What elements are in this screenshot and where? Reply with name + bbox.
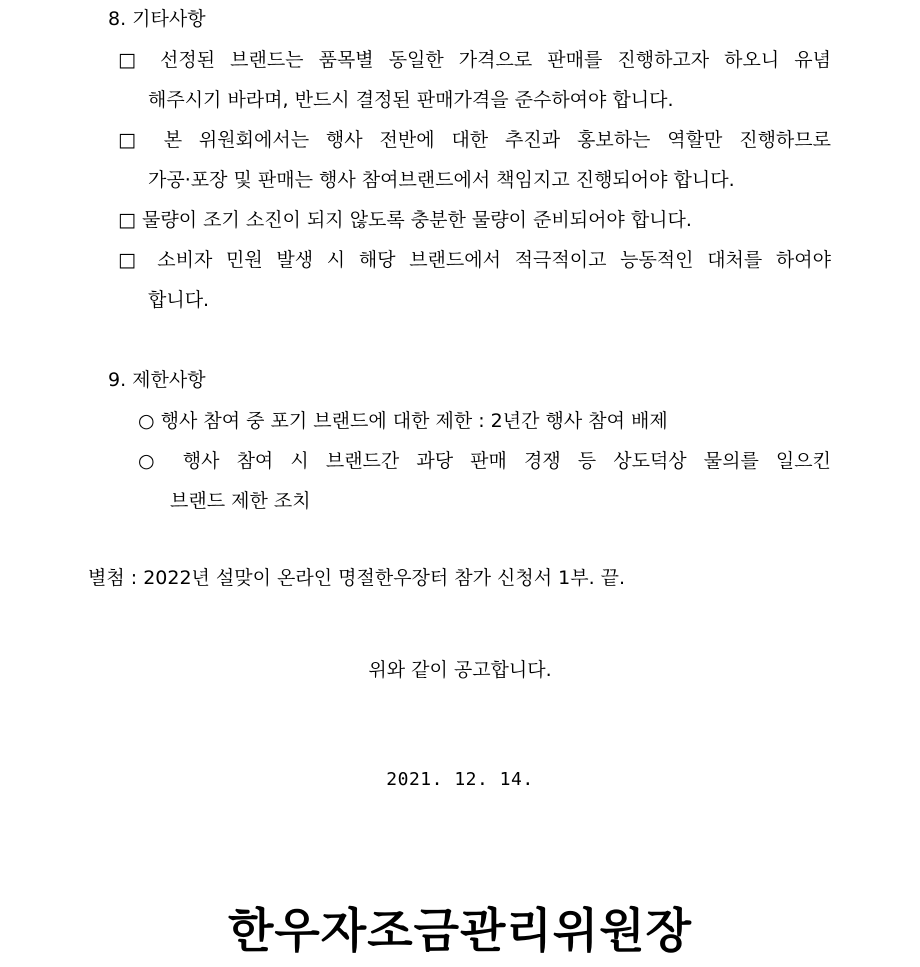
section-9-heading: 9. 제한사항 bbox=[108, 369, 206, 391]
section-8-item-2-continuation: 가공·포장 및 판매는 행사 참여브랜드에서 책임지고 진행되어야 합니다. bbox=[148, 169, 735, 191]
section-9-item-1-text: 행사 참여 중 포기 브랜드에 대한 제한 : 2년간 행사 참여 배제 bbox=[160, 410, 668, 432]
section-9-item-2-text: 행사 참여 시 브랜드간 과당 판매 경쟁 등 상도덕상 물의를 일으킨 bbox=[182, 450, 831, 472]
section-9-item-1 bbox=[138, 408, 668, 434]
section-9-item-2 bbox=[138, 448, 831, 474]
circle-bullet-icon: ○ bbox=[138, 450, 166, 472]
checkbox-square-icon: □ bbox=[118, 129, 147, 151]
attachment-note: 별첨 : 2022년 설맞이 온라인 명절한우장터 참가 신청서 1부. 끝. bbox=[88, 567, 626, 589]
section-8-item-2-text: 본 위원회에서는 행사 전반에 대한 추진과 홍보하는 역할만 진행하므로 bbox=[163, 129, 831, 151]
section-8-item-1 bbox=[118, 47, 831, 73]
section-8-item-2 bbox=[118, 127, 831, 153]
section-8-item-4 bbox=[118, 247, 831, 273]
section-9-item-2-continuation: 브랜드 제한 조치 bbox=[170, 490, 311, 512]
section-8-item-4-continuation: 합니다. bbox=[148, 289, 210, 311]
checkbox-square-icon: □ bbox=[118, 49, 145, 71]
section-8-item-4-text: 소비자 민원 발생 시 해당 브랜드에서 적극적이고 능동적인 대처를 하여야 bbox=[157, 249, 831, 271]
section-8-heading: 8. 기타사항 bbox=[108, 8, 206, 30]
section-8-item-3-text: 물량이 조기 소진이 되지 않도록 충분한 물량이 준비되어야 합니다. bbox=[142, 209, 692, 231]
section-8-item-1-continuation: 해주시기 바라며, 반드시 결정된 판매가격을 준수하여야 합니다. bbox=[148, 89, 674, 111]
checkbox-square-icon: □ bbox=[118, 209, 136, 231]
issue-date: 2021. 12. 14. bbox=[386, 769, 534, 790]
checkbox-square-icon: □ bbox=[118, 249, 144, 271]
closing-statement: 위와 같이 공고합니다. bbox=[368, 659, 552, 681]
section-8-item-3 bbox=[118, 207, 692, 233]
section-8-item-1-text: 선정된 브랜드는 품목별 동일한 가격으로 판매를 진행하고자 하오니 유념 bbox=[160, 49, 831, 71]
issuer-title: 한우자조금관리위원장 bbox=[227, 904, 693, 959]
circle-bullet-icon: ○ bbox=[138, 410, 155, 432]
